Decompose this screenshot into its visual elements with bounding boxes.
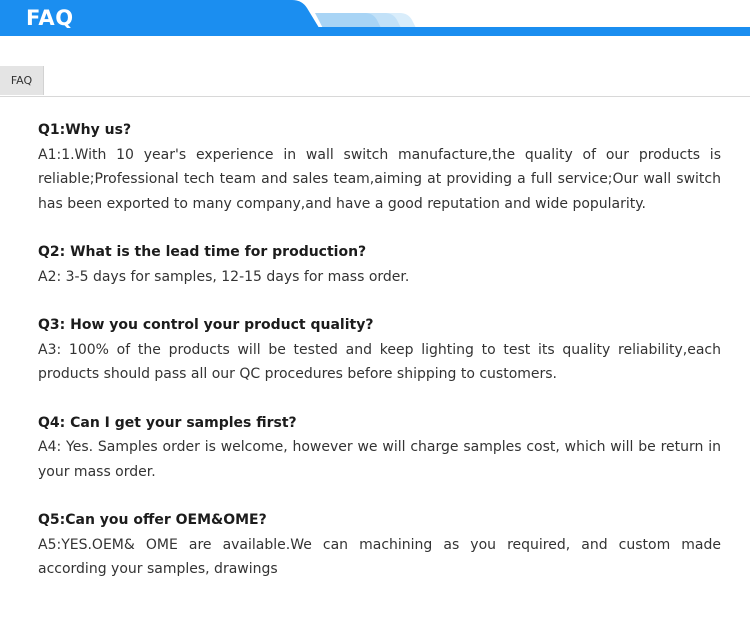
faq-item (38, 118, 721, 216)
faq-answer: A3: 100% of the products will be tested and keep lighting to test its quality reliability,each products should pass all our QC procedures before shipping to customers. (38, 341, 721, 382)
faq-item (38, 240, 721, 289)
faq-answer: A1:1.With 10 year's experience in wall switch manufacture,the quality of our products is reliable;Professional tech team and sales team,aiming at providing a full service;Our wall switch has been exported to many company,and have a good reputation and wide popularity. (38, 146, 721, 212)
faq-answer: A4: Yes. Samples order is welcome, however we will charge samples cost, which will be return in your mass order. (38, 439, 721, 480)
faq-question: Q4: Can I get your samples first? (38, 414, 297, 431)
faq-question: Q2: What is the lead time for production? (38, 244, 367, 260)
banner-title: FAQ (26, 6, 74, 30)
faq-answer: A5:YES.OEM& OME are available.We can machining as you required, and custom made according your samples, drawings (38, 536, 721, 577)
tab-faq[interactable]: FAQ (0, 66, 44, 95)
banner-graphic (0, 0, 750, 36)
faq-answer: A2: 3-5 days for samples, 12-15 days for mass order. (38, 268, 410, 285)
header-banner (0, 0, 750, 36)
faq-list (38, 118, 721, 606)
tab-strip (0, 66, 750, 97)
faq-item (38, 411, 721, 485)
faq-item (38, 313, 721, 387)
faq-question: Q5:Can you offer OEM&OME? (38, 512, 267, 528)
faq-question: Q1:Why us? (38, 122, 132, 138)
faq-question: Q3: How you control your product quality? (38, 317, 374, 333)
faq-item (38, 508, 721, 582)
